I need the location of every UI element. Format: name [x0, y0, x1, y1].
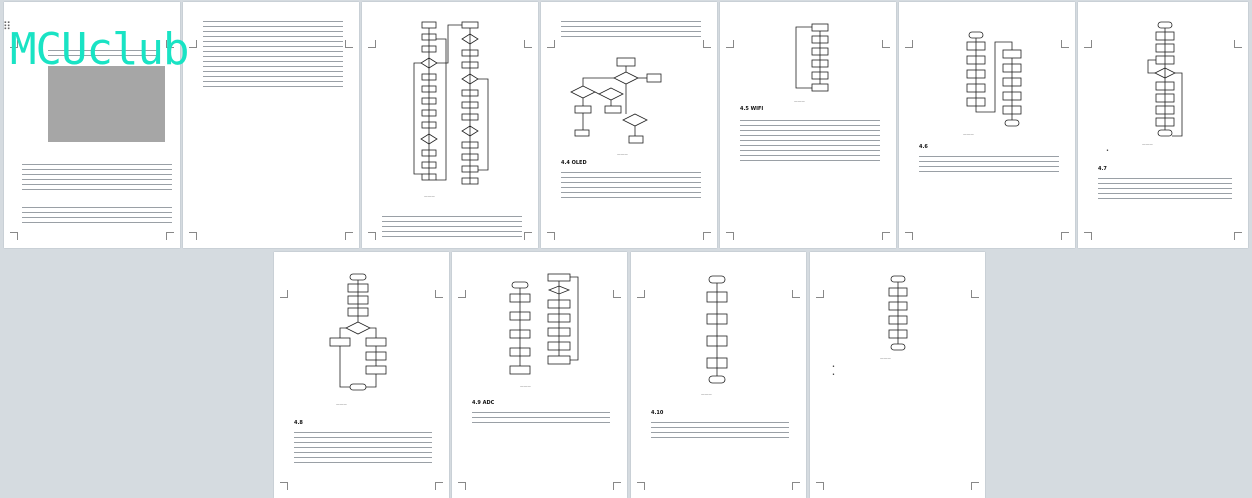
section-heading: 4.9 ADC	[472, 400, 495, 406]
section-heading: 4.6	[919, 144, 928, 150]
page-7[interactable]: ——— • 4.7	[1078, 2, 1248, 248]
flowchart	[965, 28, 1029, 128]
flowchart	[1144, 20, 1188, 140]
flowchart	[504, 272, 584, 382]
figure-image	[48, 66, 165, 142]
watermark-logo: MCUclub	[10, 24, 189, 75]
flowchart	[328, 272, 388, 400]
section-heading: 4.7	[1098, 166, 1107, 172]
page-9[interactable]: ——— 4.9 ADC	[452, 252, 627, 498]
drag-handle-icon[interactable]: ⠿	[3, 20, 12, 33]
page-8[interactable]: ——— 4.8	[274, 252, 449, 498]
page-4[interactable]: ——— 4.4 OLED	[541, 2, 717, 248]
section-heading: 4.4 OLED	[561, 160, 587, 166]
page-2[interactable]	[183, 2, 359, 248]
flowchart	[784, 20, 834, 98]
flowchart	[703, 272, 733, 390]
page-3[interactable]: ———	[362, 2, 538, 248]
section-heading: 4.8	[294, 420, 303, 426]
flowchart	[565, 54, 695, 149]
page-5[interactable]: ——— 4.5 WIFI	[720, 2, 896, 248]
section-heading: 4.10	[651, 410, 664, 416]
page-6[interactable]: ——— 4.6	[899, 2, 1075, 248]
flowchart	[408, 20, 498, 192]
section-heading: 4.5 WIFI	[740, 106, 764, 112]
flowchart	[886, 274, 910, 352]
page-11[interactable]: ——— • •	[810, 252, 985, 498]
page-10[interactable]: ——— 4.10	[631, 252, 806, 498]
